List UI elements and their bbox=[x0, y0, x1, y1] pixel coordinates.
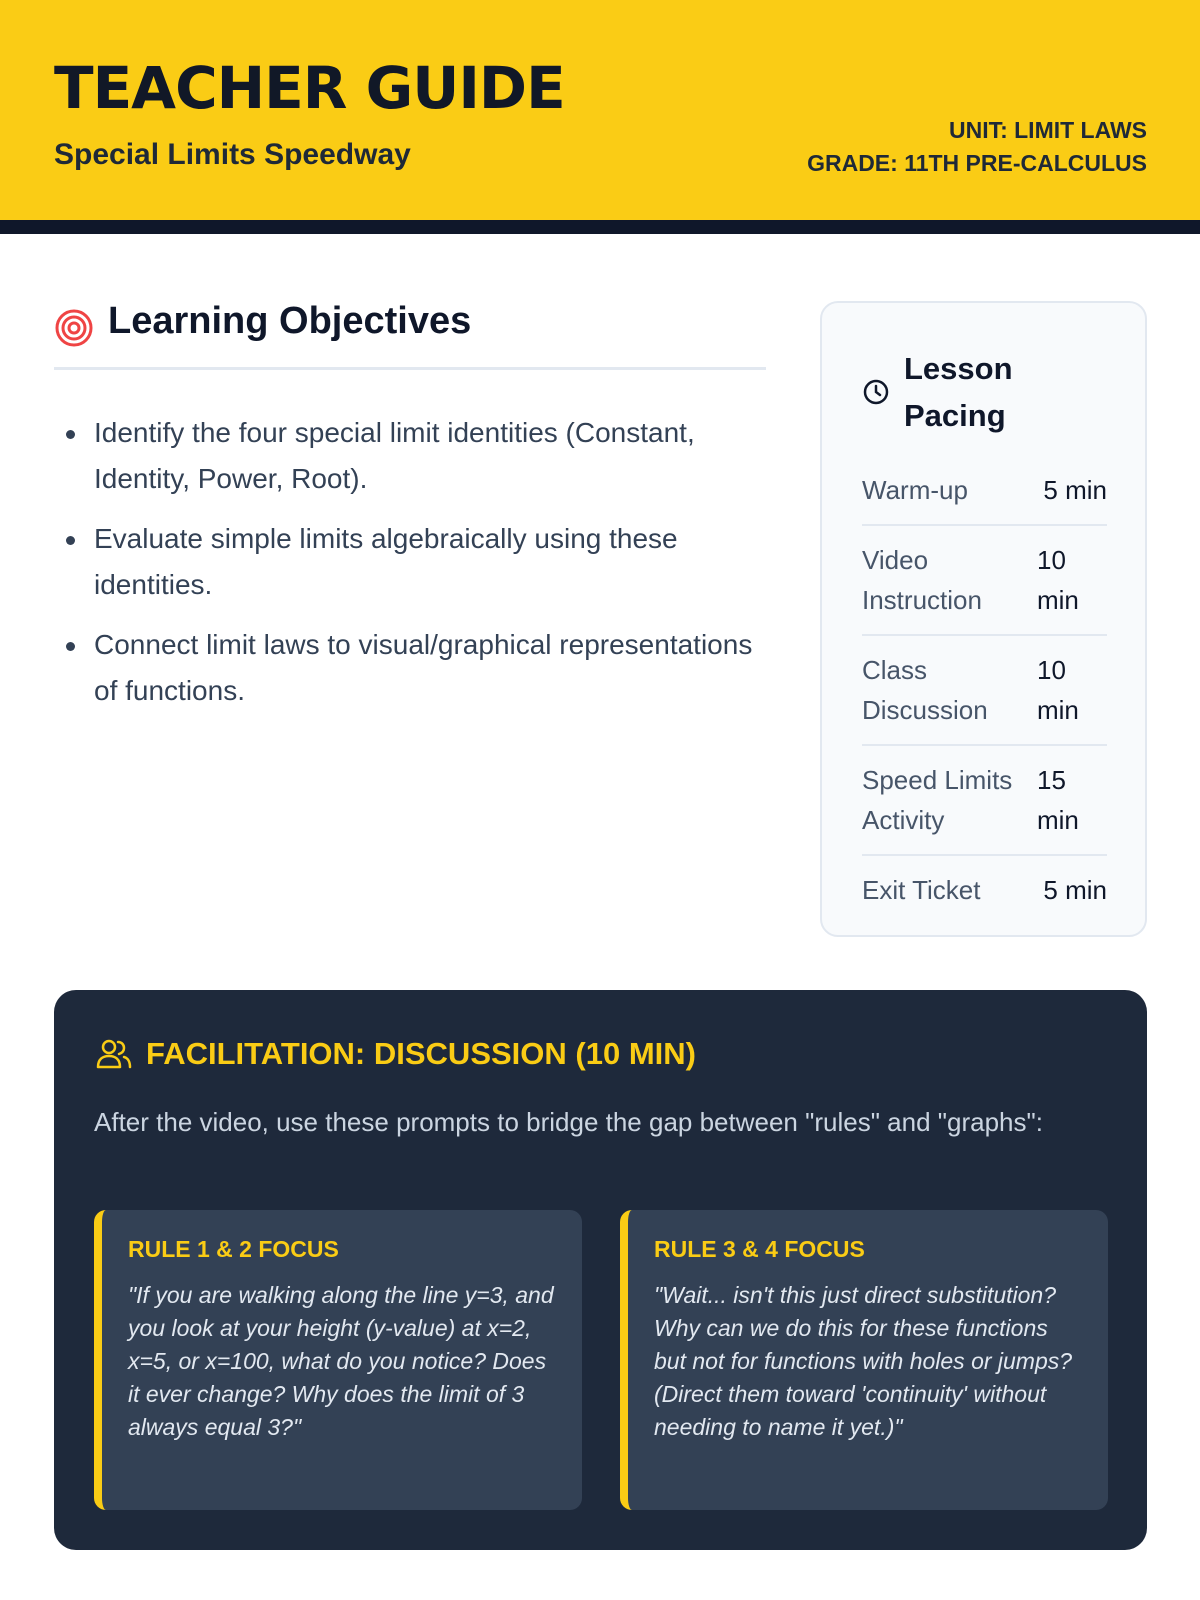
pacing-activity: Warm-up bbox=[862, 475, 968, 505]
pacing-activity: Speed Limits Activity bbox=[862, 765, 1013, 835]
lesson-subtitle: Special Limits Speedway bbox=[54, 138, 411, 171]
pacing-activity: Class Discussion bbox=[862, 655, 988, 725]
pacing-row bbox=[862, 856, 1107, 924]
facilitation-heading bbox=[94, 1034, 696, 1074]
pacing-activity: Exit Ticket bbox=[862, 875, 981, 905]
pacing-title: Lesson Pacing bbox=[904, 351, 1013, 433]
pacing-heading bbox=[862, 345, 1054, 439]
pacing-duration: 5 min bbox=[1043, 875, 1107, 905]
pacing-duration: 5 min bbox=[1043, 475, 1107, 505]
pacing-row bbox=[862, 526, 1107, 636]
pacing-activity: Video Instruction bbox=[862, 545, 982, 615]
pacing-duration: 10 min bbox=[1037, 655, 1079, 725]
prompt-card-quote: "Wait... isn't this just direct substitution? Why can we do this for these functions but not for functions with holes or jumps? (Direct them toward 'continuity' without needing to name it yet.)" bbox=[654, 1282, 1073, 1440]
pacing-row bbox=[862, 746, 1107, 856]
prompt-card-label: RULE 1 & 2 FOCUS bbox=[128, 1236, 339, 1262]
prompt-card-quote: "If you are walking along the line y=3, and you look at your height (y-value) at x=2, x=5, or x=100, what do you notice? Does it ever change? Why does the limit of 3 always equal 3?" bbox=[128, 1282, 554, 1440]
pacing-duration: 10 min bbox=[1037, 545, 1079, 615]
pacing-duration: 15 min bbox=[1037, 765, 1079, 835]
page-header bbox=[0, 0, 1200, 234]
facilitation-intro: After the video, use these prompts to bridge the gap between "rules" and "graphs": bbox=[94, 1107, 1043, 1137]
objectives-title: Learning Objectives bbox=[108, 300, 472, 342]
target-icon bbox=[54, 308, 94, 348]
prompt-card bbox=[620, 1210, 1108, 1510]
facilitation-title: FACILITATION: DISCUSSION (10 MIN) bbox=[146, 1036, 696, 1071]
header-meta bbox=[807, 114, 1147, 180]
objectives-heading bbox=[54, 300, 766, 370]
unit-label: UNIT: LIMIT LAWS bbox=[948, 117, 1147, 143]
list-item: Connect limit laws to visual/graphical representations of functions. bbox=[54, 622, 766, 714]
grade-label: GRADE: 11TH PRE-CALCULUS bbox=[807, 150, 1147, 176]
list-item: Evaluate simple limits algebraically using these identities. bbox=[54, 516, 766, 608]
page-title: TEACHER GUIDE bbox=[54, 54, 565, 122]
pacing-table bbox=[862, 456, 1107, 924]
users-icon bbox=[94, 1034, 134, 1074]
list-item: Identify the four special limit identities (Constant, Identity, Power, Root). bbox=[54, 410, 766, 502]
pacing-row bbox=[862, 636, 1107, 746]
prompt-card bbox=[94, 1210, 582, 1510]
clock-icon bbox=[862, 378, 890, 406]
facilitation-panel bbox=[54, 990, 1147, 1550]
objectives-list bbox=[54, 410, 766, 728]
pacing-row bbox=[862, 456, 1107, 526]
prompt-card-label: RULE 3 & 4 FOCUS bbox=[654, 1236, 865, 1262]
lesson-pacing-card bbox=[820, 301, 1147, 937]
